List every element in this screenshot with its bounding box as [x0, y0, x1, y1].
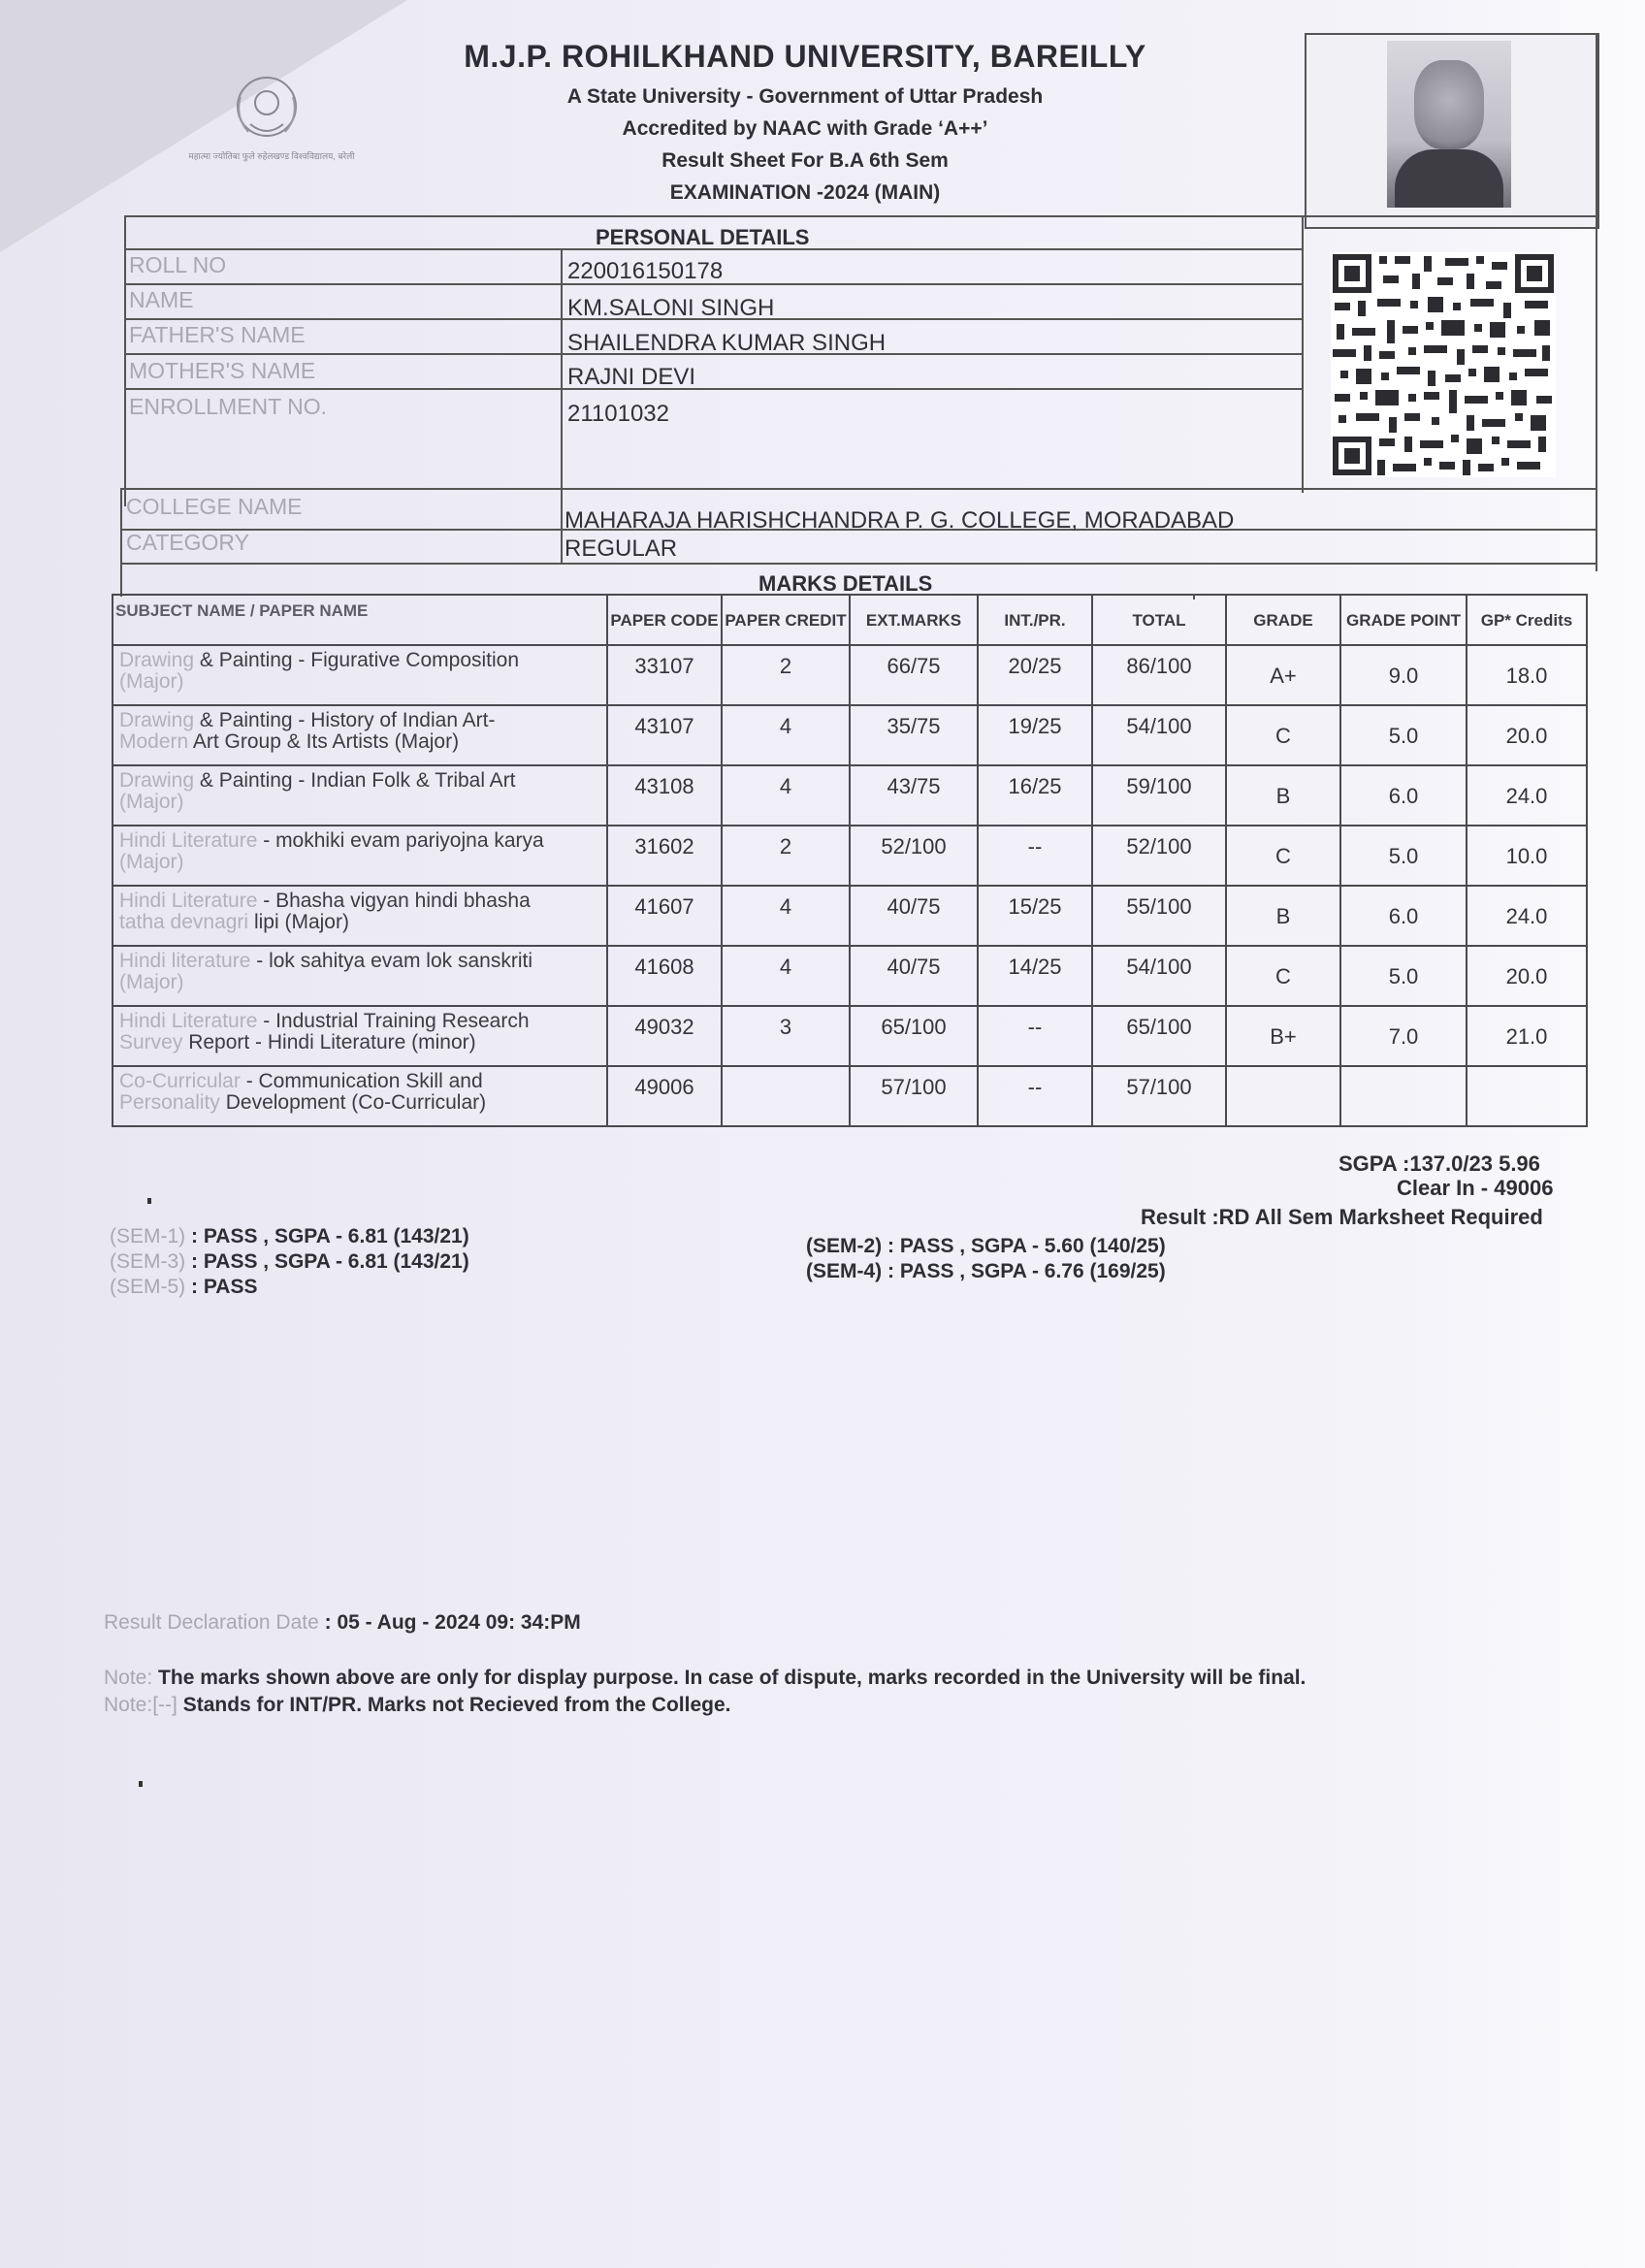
enrollment-value: 21101032: [567, 401, 669, 427]
category-value: REGULAR: [564, 535, 678, 562]
table-row: [113, 765, 1587, 826]
total-cell: 52/100: [1092, 826, 1226, 886]
speck: [147, 1198, 151, 1204]
grade-point-cell: 9.0: [1340, 645, 1467, 705]
gp-credits-cell: 24.0: [1467, 886, 1587, 946]
grade-cell: C: [1226, 705, 1340, 765]
ext-marks-cell: 66/75: [850, 645, 978, 705]
father-label: FATHER'S NAME: [129, 322, 306, 347]
sem5-result: (SEM-5) : PASS: [110, 1276, 258, 1298]
university-subtitle: A State University - Government of Uttar Pradesh: [566, 85, 1044, 108]
header-paper-credit: PAPER CREDIT: [722, 595, 850, 645]
grade-point-cell: 6.0: [1340, 765, 1467, 826]
sgpa-summary: SGPA :137.0/23 5.96: [1339, 1151, 1540, 1176]
frame-line: [120, 488, 122, 597]
student-photo: [1387, 41, 1511, 208]
note-display-purpose: Note: The marks shown above are only for display purpose. In case of dispute, marks recorded in the University will be final.: [104, 1667, 1306, 1689]
enrollment-label: ENROLLMENT NO.: [129, 394, 328, 419]
result-declaration-date: Result Declaration Date : 05 - Aug - 2024 09: 34:PM: [104, 1611, 581, 1634]
subject-name-cell: Drawing & Painting - Figurative Composition (Major): [113, 645, 607, 705]
grade-cell: B: [1226, 886, 1340, 946]
total-cell: 57/100: [1092, 1066, 1226, 1126]
table-row: [113, 946, 1587, 1006]
subject-name-cell: Hindi Literature - Industrial Training Research Survey Report - Hindi Literature (minor): [113, 1006, 607, 1066]
marks-table: [112, 594, 1588, 1127]
gp-credits-cell: [1467, 1066, 1587, 1126]
ext-marks-cell: 57/100: [850, 1066, 978, 1126]
sheet-title: Result Sheet For B.A 6th Sem: [661, 149, 949, 172]
ext-marks-cell: 40/75: [850, 886, 978, 946]
roll-label: ROLL NO: [129, 252, 227, 277]
ext-marks-cell: 52/100: [850, 826, 978, 886]
table-row: [113, 886, 1587, 946]
ext-marks-cell: 65/100: [850, 1006, 978, 1066]
header-total: TOTAL: [1092, 595, 1226, 645]
college-label: COLLEGE NAME: [126, 494, 303, 519]
grade-cell: [1226, 1066, 1340, 1126]
paper-credit-cell: 4: [722, 886, 850, 946]
subject-name-cell: Drawing & Painting - History of Indian Art- Modern Art Group & Its Artists (Major): [113, 705, 607, 765]
header-subject: SUBJECT NAME / PAPER NAME: [113, 595, 607, 645]
paper-credit-cell: 3: [722, 1006, 850, 1066]
paper-credit-cell: [722, 1066, 850, 1126]
paper-credit-cell: 4: [722, 765, 850, 826]
gp-credits-cell: 18.0: [1467, 645, 1587, 705]
personal-details-title: PERSONAL DETAILS: [596, 225, 810, 249]
father-value: SHAILENDRA KUMAR SINGH: [567, 330, 887, 356]
total-cell: 65/100: [1092, 1006, 1226, 1066]
grade-cell: B: [1226, 765, 1340, 826]
paper-code-cell: 49032: [607, 1006, 722, 1066]
grade-point-cell: 5.0: [1340, 826, 1467, 886]
paper-code-cell: 41607: [607, 886, 722, 946]
clear-in: Clear In - 49006: [1397, 1176, 1554, 1200]
ext-marks-cell: 35/75: [850, 705, 978, 765]
mother-value: RAJNI DEVI: [567, 364, 696, 390]
paper-code-cell: 31602: [607, 826, 722, 886]
gp-credits-cell: 20.0: [1467, 705, 1587, 765]
gp-credits-cell: 20.0: [1467, 946, 1587, 1006]
table-row: [113, 1066, 1587, 1126]
table-row: [113, 645, 1587, 705]
frame-line: [1596, 33, 1597, 571]
grade-cell: B+: [1226, 1006, 1340, 1066]
marks-header-row: [113, 595, 1587, 645]
int-pr-cell: 14/25: [978, 946, 1092, 1006]
marks-details-title: MARKS DETAILS: [758, 571, 933, 596]
frame-line: [561, 248, 563, 565]
name-value: KM.SALONI SINGH: [567, 295, 775, 321]
paper-credit-cell: 2: [722, 645, 850, 705]
subject-name-cell: Hindi literature - lok sahitya evam lok sanskriti (Major): [113, 946, 607, 1006]
result-status: Result :RD All Sem Marksheet Required: [1141, 1205, 1543, 1229]
int-pr-cell: 15/25: [978, 886, 1092, 946]
college-value: MAHARAJA HARISHCHANDRA P. G. COLLEGE, MORADABAD: [564, 507, 1235, 534]
int-pr-cell: --: [978, 826, 1092, 886]
table-row: [113, 1006, 1587, 1066]
paper-code-cell: 41608: [607, 946, 722, 1006]
grade-point-cell: 6.0: [1340, 886, 1467, 946]
total-cell: 86/100: [1092, 645, 1226, 705]
paper-code-cell: 33107: [607, 645, 722, 705]
paper-code-cell: 43108: [607, 765, 722, 826]
table-row: [113, 705, 1587, 765]
grade-cell: C: [1226, 946, 1340, 1006]
grade-cell: A+: [1226, 645, 1340, 705]
paper-code-cell: 43107: [607, 705, 722, 765]
grade-point-cell: [1340, 1066, 1467, 1126]
total-cell: 54/100: [1092, 705, 1226, 765]
paper-credit-cell: 4: [722, 946, 850, 1006]
total-cell: 59/100: [1092, 765, 1226, 826]
grade-point-cell: 5.0: [1340, 946, 1467, 1006]
qr-code-icon: [1331, 252, 1556, 477]
gp-credits-cell: 10.0: [1467, 826, 1587, 886]
paper-code-cell: 49006: [607, 1066, 722, 1126]
frame-line: [124, 215, 126, 506]
grade-point-cell: 5.0: [1340, 705, 1467, 765]
accreditation: Accredited by NAAC with Grade ‘A++’: [622, 117, 988, 140]
gp-credits-cell: 21.0: [1467, 1006, 1587, 1066]
total-cell: 55/100: [1092, 886, 1226, 946]
header-grade-point: GRADE POINT: [1340, 595, 1467, 645]
paper-credit-cell: 4: [722, 705, 850, 765]
total-cell: 54/100: [1092, 946, 1226, 1006]
int-pr-cell: --: [978, 1066, 1092, 1126]
subject-name-cell: Hindi Literature - mokhiki evam pariyojna karya (Major): [113, 826, 607, 886]
grade-cell: C: [1226, 826, 1340, 886]
header-paper-code: PAPER CODE: [607, 595, 722, 645]
mother-label: MOTHER'S NAME: [129, 358, 316, 383]
ext-marks-cell: 40/75: [850, 946, 978, 1006]
table-row: [113, 826, 1587, 886]
examination-title: EXAMINATION -2024 (MAIN): [669, 181, 941, 204]
header-grade: GRADE: [1226, 595, 1340, 645]
header-gp-credits: GP* Credits: [1467, 595, 1587, 645]
sem2-result: (SEM-2) : PASS , SGPA - 5.60 (140/25): [806, 1235, 1166, 1257]
frame-line: [1193, 594, 1195, 599]
logo-caption: महात्मा ज्योतिबा फुले रुहेलखण्ड विश्वविद्यालय, बरेली: [188, 151, 355, 161]
int-pr-cell: --: [978, 1006, 1092, 1066]
sem1-result: (SEM-1) : PASS , SGPA - 6.81 (143/21): [110, 1225, 469, 1247]
frame-line: [120, 488, 1597, 490]
gp-credits-cell: 24.0: [1467, 765, 1587, 826]
int-pr-cell: 16/25: [978, 765, 1092, 826]
university-name: M.J.P. ROHILKHAND UNIVERSITY, BAREILLY: [464, 39, 1146, 74]
int-pr-cell: 20/25: [978, 645, 1092, 705]
sem3-result: (SEM-3) : PASS , SGPA - 6.81 (143/21): [110, 1250, 469, 1273]
roll-value: 220016150178: [567, 258, 724, 284]
subject-name-cell: Co-Curricular - Communication Skill and Personality Development (Co-Curricular): [113, 1066, 607, 1126]
frame-line: [126, 215, 1596, 217]
category-label: CATEGORY: [126, 530, 249, 555]
grade-point-cell: 7.0: [1340, 1006, 1467, 1066]
name-label: NAME: [129, 287, 194, 312]
header-ext-marks: EXT.MARKS: [850, 595, 978, 645]
frame-line: [1302, 215, 1304, 493]
document-header: [369, 39, 1242, 209]
frame-line: [120, 563, 1597, 565]
note-int-pr: Note:[--] Stands for INT/PR. Marks not Recieved from the College.: [104, 1694, 731, 1716]
sem4-result: (SEM-4) : PASS , SGPA - 6.76 (169/25): [806, 1260, 1166, 1282]
paper-credit-cell: 2: [722, 826, 850, 886]
subject-name-cell: Drawing & Painting - Indian Folk & Tribal Art (Major): [113, 765, 607, 826]
speck: [139, 1781, 143, 1787]
ext-marks-cell: 43/75: [850, 765, 978, 826]
int-pr-cell: 19/25: [978, 705, 1092, 765]
subject-name-cell: Hindi Literature - Bhasha vigyan hindi bhasha tatha devnagri lipi (Major): [113, 886, 607, 946]
frame-line: [126, 388, 1302, 390]
header-int-pr: INT./PR.: [978, 595, 1092, 645]
